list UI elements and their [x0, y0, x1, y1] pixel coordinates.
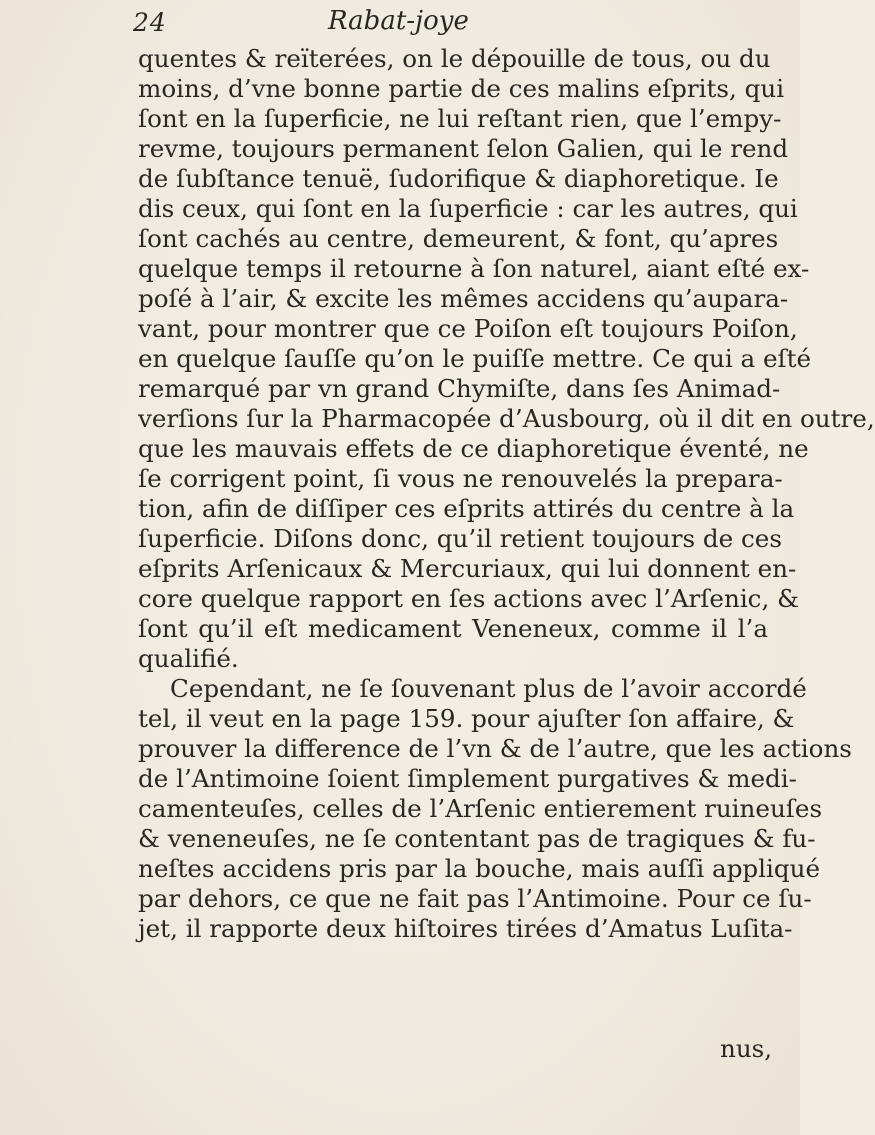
text-line: tion, afin de diſſiper ces eſprits attirés du centre à la: [138, 494, 795, 523]
text-line: en quelque ſauſſe qu’on le puiſſe mettre. Ce qui a eſté: [138, 344, 812, 373]
text-line: & veneneuſes, ne ſe contentant pas de tragiques & fu-: [138, 824, 816, 853]
text-line: neſtes accidens pris par la bouche, mais auſſi appliqué: [138, 854, 821, 883]
text-line: revme, toujours permanent ſelon Galien, qui le rend: [138, 134, 789, 163]
text-line: de l’Antimoine ſoient ſimplement purgatives & medi-: [138, 764, 797, 793]
text-line: camenteuſes, celles de l’Arſenic entierement ruineuſes: [138, 794, 823, 823]
text-line: remarqué par vn grand Chymiſte, dans ſes Animad-: [138, 374, 781, 403]
text-line: quelque temps il retourne à ſon naturel, aiant eſté ex-: [138, 254, 810, 283]
text-line: core quelque rapport en ſes actions avec l’Arſenic, &: [138, 584, 799, 613]
text-line: par dehors, ce que ne fait pas l’Antimoine. Pour ce ſu-: [138, 884, 812, 913]
text-line: ſuperficie. Diſons donc, qu’il retient toujours de ces: [138, 524, 782, 553]
text-line: ſont qu’il eſt medicament Veneneux, comme il l’a: [138, 614, 768, 643]
text-line: moins, d’vne bonne partie de ces malins eſprits, qui: [138, 74, 785, 103]
text-line: ſont en la ſuperficie, ne lui reſtant rien, que l’empy-: [138, 104, 782, 133]
body-text: [138, 44, 875, 944]
text-line: dis ceux, qui ſont en la ſuperficie : car les autres, qui: [138, 194, 798, 223]
text-line: ſe corrigent point, ſi vous ne renouvelés la prepara-: [138, 464, 783, 493]
page-number: 24: [133, 8, 167, 37]
text-line: que les mauvais effets de ce diaphoretique éventé, ne: [138, 434, 809, 463]
text-line: poſé à l’air, & excite les mêmes accidens qu’aupara-: [138, 284, 789, 313]
text-line: eſprits Arſenicaux & Mercuriaux, qui lui donnent en-: [138, 554, 797, 583]
text-line: de ſubſtance tenuë, ſudorifique & diaphoretique. Ie: [138, 164, 779, 193]
text-line: ſont cachés au centre, demeurent, & font, qu’apres: [138, 224, 779, 253]
text-line: tel, il veut en la page 159. pour ajuſter ſon affaire, &: [138, 704, 795, 733]
text-line: Cependant, ne ſe ſouvenant plus de l’avoir accordé: [170, 674, 807, 703]
text-line: prouver la difference de l’vn & de l’autre, que les actions: [138, 734, 852, 763]
text-line: vant, pour montrer que ce Poiſon eſt toujours Poiſon,: [138, 314, 798, 343]
running-head: Rabat-joye: [328, 6, 469, 36]
text-line: qualifié.: [138, 644, 239, 673]
text-line: jet, il rapporte deux hiſtoires tirées d’Amatus Luſita-: [138, 914, 793, 943]
text-line: quentes & reïterées, on le dépouille de tous, ou du: [138, 44, 771, 73]
catchword: nus,: [720, 1034, 773, 1063]
page-header: [0, 0, 800, 40]
text-line: verſions ſur la Pharmacopée d’Ausbourg, où il dit en outre,: [138, 404, 875, 433]
